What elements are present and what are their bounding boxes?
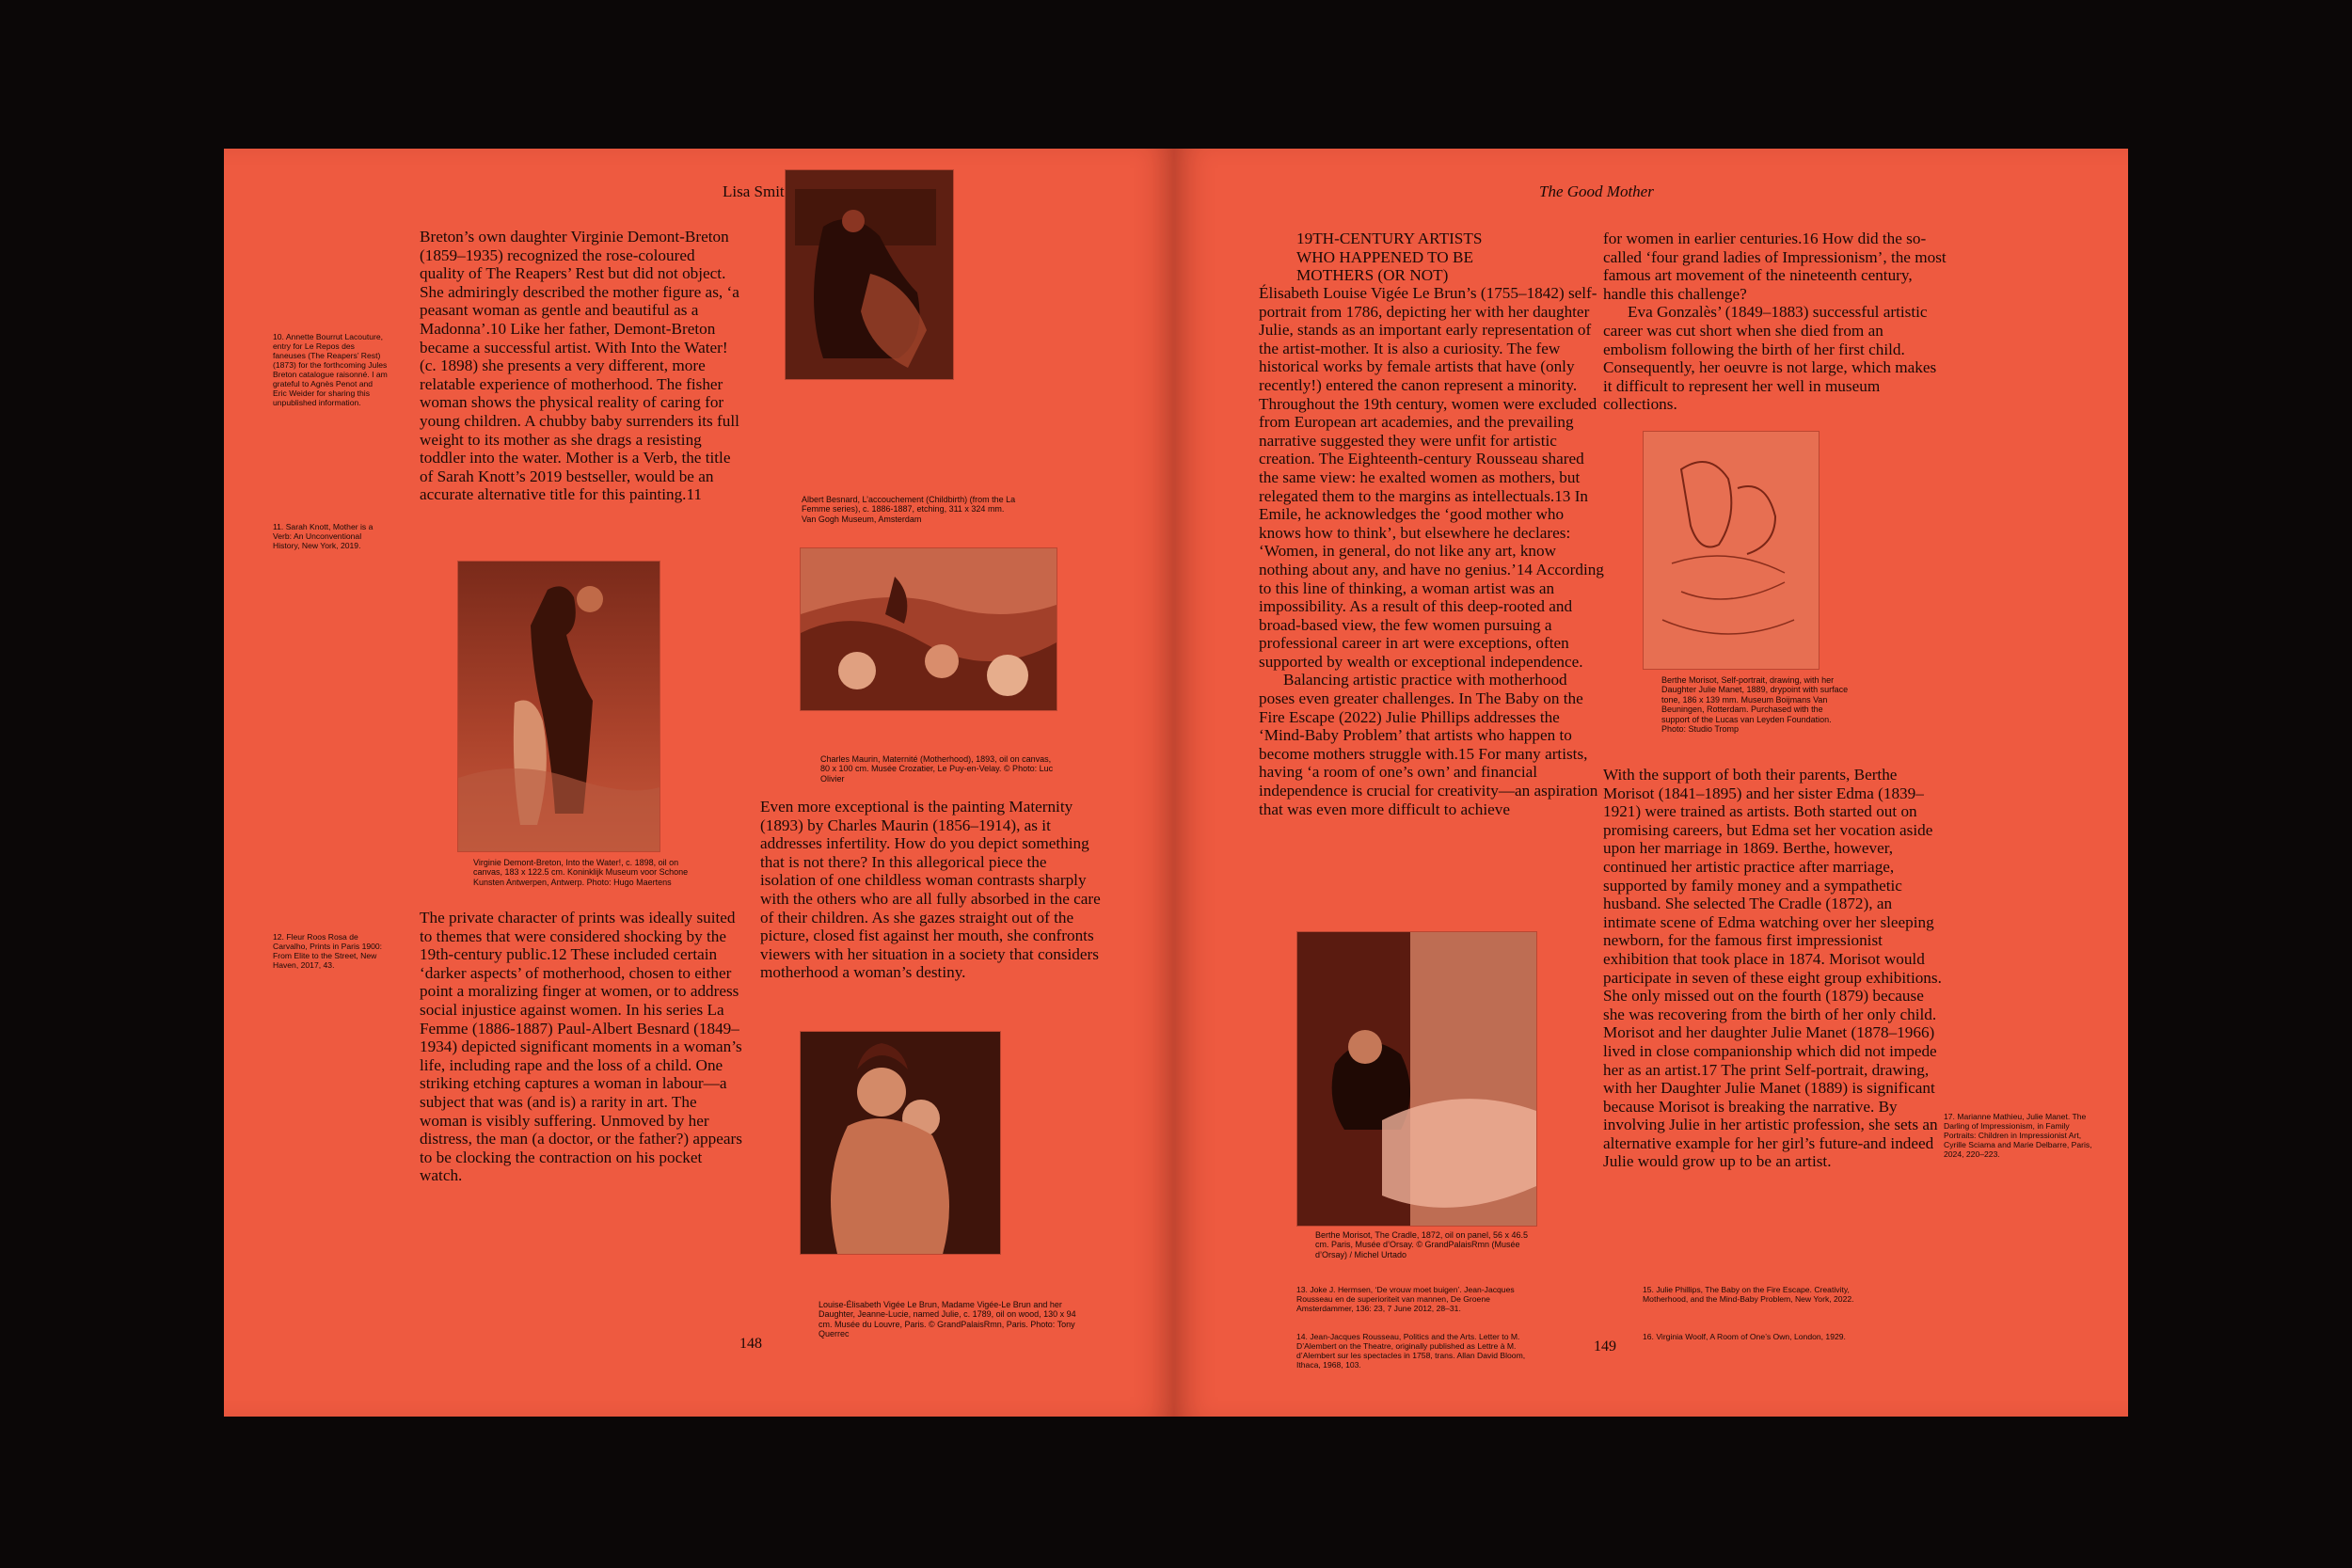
paragraph: Eva Gonzalès’ (1849–1883) successful artistic career was cut short when she died from an embolism following the birth of her first child. Consequently, her oeuvre is not large, which makes it difficult to represent her well in museum collections. <box>1603 303 1937 414</box>
footnote-14: 14. Jean-Jacques Rousseau, Politics and the Arts. Letter to M. D’Alembert on the Theatre, originally published as Lettre à M. d’Alembert sur les spectacles in 1758, trans. Allan David Bloom, Ithaca, 1968, 103. <box>1296 1332 1526 1370</box>
caption-maurin: Charles Maurin, Maternité (Motherhood), 1893, oil on canvas, 80 x 100 cm. Musée Crozatier, Le Puy-en-Velay. © Photo: Luc Olivier <box>820 754 1054 784</box>
sidenote-12: 12. Fleur Roos Rosa de Carvalho, Prints in Paris 1900: From Elite to the Street, New Haven, 2017, 43. <box>273 932 383 970</box>
section-heading: 19TH-CENTURY ARTISTS WHO HAPPENED TO BE MOTHERS (OR NOT) <box>1296 230 1483 285</box>
morisot-self-portrait-print-image <box>1643 431 1820 670</box>
paragraph: Even more exceptional is the painting Maternity (1893) by Charles Maurin (1856–1914), as it addresses infertility. How do you depict something that is not there? In this allegorical piece the isolation of one childless woman contrasts sharply with the others who are all fully absorbed in the care of their children. As she gazes straight out of the picture, closed fist against her mouth, she confronts viewers with her situation in a society that considers motherhood a woman’s destiny. <box>760 798 1101 982</box>
paragraph: Élisabeth Louise Vigée Le Brun’s (1755–1842) self-portrait from 1786, depicting her with her daughter Julie, stands as an important early representation of the artist-mother. It is also a curiosity. The few historical works by female artists that have (only recently!) entered the canon represent a minority. Throughout the 19th century, women were excluded from European art academies, and the prevailing narrative suggested they were unfit for artistic creation. The Eighteenth-century Rousseau shared the same view: he exalted women as mothers, but relegated them to the margins as intellectuals.13 In Emile, he acknowledges the ‘good mother who knows how to think’, but elsewhere he declares: ‘Women, in general, do not like any art, know nothing about any, and have no genius.’14 According to this line of thinking, a woman artist was an impossibility. As a result of this deep-rooted and broad-based view, the few women pursuing a professional career in art were exceptions, often supported by wealth or exceptional independence. <box>1259 284 1604 671</box>
footnote-16: 16. Virginia Woolf, A Room of One’s Own, London, 1929. <box>1643 1332 1846 1341</box>
footnote-15: 15. Julie Phillips, The Baby on the Fire Escape. Creativity, Motherhood, and the Mind-Baby Problem, New York, 2022. <box>1643 1285 1854 1304</box>
demont-breton-painting-image <box>457 561 660 852</box>
paragraph: The private character of prints was ideally suited to themes that were considered shocking by the 19th-century public.12 These included certain ‘darker aspects’ of motherhood, chosen to either point a moralizing finger at women, or to address social injustice against women. In his series La Femme (1886-1887) Paul-Albert Besnard (1849–1934) depicted significant moments in a woman’s life, including rape and the loss of a child. One striking etching captures a woman in labour—a subject that was (and is) a rarity in art. The woman is visibly suffering. Unmoved by her distress, the man (a doctor, or the father?) appears to be clocking the contraction on his pocket watch. <box>420 909 742 1185</box>
besnard-etching-image <box>785 169 954 380</box>
caption-besnard: Albert Besnard, L’accouchement (Childbirth) (from the La Femme series), c. 1886-1887, etching, 311 x 324 mm. Van Gogh Museum, Amsterdam <box>802 495 1016 524</box>
paragraph: With the support of both their parents, Berthe Morisot (1841–1895) and her sister Edma (1839–1921) were trained as artists. Both started out on promising careers, but Edma set her vocation aside upon her marriage in 1869. Berthe, however, continued her artistic practice after marriage, supported by family money and a sympathetic husband. She selected The Cradle (1872), an intimate scene of Edma watching over her sleeping newborn, for the famous first impressionist exhibition that took place in 1874. Morisot would participate in seven of these eight group exhibitions. She only missed out on the fourth (1879) because she was recovering from the birth of her only child. Morisot and her daughter Julie Manet (1878–1966) lived in close companionship which did not impede her as an artist.17 The print Self-portrait, drawing, with her Daughter Julie Manet (1889) is significant because Morisot is breaking the narrative. By involving Julie in her artistic profession, she sets an alternative example for her girl’s future-and indeed Julie would grow up to be an artist. <box>1603 766 1942 1171</box>
paragraph: Balancing artistic practice with motherhood poses even greater challenges. In The Baby on the Fire Escape (2022) Julie Phillips addresses the ‘Mind-Baby Problem’ that artists who happen to become mothers struggle with.15 For many artists, having ‘a room of one’s own’ and financial independence is crucial for creativity—an aspiration that was even more difficult to achieve <box>1259 671 1598 818</box>
maurin-painting-image <box>800 547 1057 711</box>
left-col2-text <box>760 798 1103 982</box>
footnote-13: 13. Joke J. Hermsen, ‘De vrouw moet buigen’. Jean-Jacques Rousseau en de superioriteit van mannen, De Groene Amsterdammer, 136: 23, 7 June 2012, 28–31. <box>1296 1285 1515 1313</box>
right-col1-text <box>1259 284 1607 818</box>
book-spread <box>224 149 2128 1417</box>
right-page <box>1174 149 2128 1417</box>
morisot-cradle-painting-image <box>1296 931 1537 1227</box>
caption-vigee-le-brun: Louise-Élisabeth Vigée Le Brun, Madame Vigée-Le Brun and her Daughter, Jeanne-Lucie, named Julie, c. 1789, oil on wood, 130 x 94 cm. Musée du Louvre, Paris. © GrandPalaisRmn, Paris. Photo: Tony Querrec <box>818 1300 1076 1339</box>
right-col2-text-b <box>1603 766 1947 1171</box>
left-col1-text-a <box>420 228 743 504</box>
page-number-left: 148 <box>739 1336 762 1352</box>
caption-demont-breton: Virginie Demont-Breton, Into the Water!, c. 1898, oil on canvas, 183 x 122.5 cm. Koninklijk Museum voor Schone Kunsten Antwerpen, Antwerp. Photo: Hugo Maertens <box>473 858 689 887</box>
paragraph: for women in earlier centuries.16 How did the so-called ‘four grand ladies of Impressionism’, the most famous art movement of the nineteenth century, handle this challenge? <box>1603 230 1947 303</box>
paragraph: Breton’s own daughter Virginie Demont-Breton (1859–1935) recognized the rose-coloured quality of The Reapers’ Rest but did not object. She admiringly described the mother figure as, ‘a peasant woman as gentle and beautiful as a Madonna’.10 Like her father, Demont-Breton became a successful artist. With Into the Water! (c. 1898) she presents a very different, more relatable experience of motherhood. The fisher woman shows the physical reality of caring for young children. A chubby baby surrenders its full weight to its mother as she drags a resisting toddler into the water. Mother is a Verb, the title of Sarah Knott’s 2019 bestseller, would be an accurate alternative title for this painting.11 <box>420 228 739 504</box>
running-head-right: The Good Mother <box>1539 182 1654 200</box>
left-col1-text-b <box>420 909 743 1185</box>
sidenote-11: 11. Sarah Knott, Mother is a Verb: An Unconventional History, New York, 2019. <box>273 522 373 550</box>
page-number-right: 149 <box>1594 1338 1616 1354</box>
left-page <box>224 149 1174 1417</box>
sidenote-10: 10. Annette Bourrut Lacouture, entry for Le Repos des faneuses (The Reapers’ Rest) (1873) for the forthcoming Jules Breton catalogue raisonné. I am grateful to Agnès Penot and Eric Weider for sharing this unpublished information. <box>273 332 388 407</box>
right-col2-text-a <box>1603 230 1947 414</box>
vigee-le-brun-painting-image <box>800 1031 1001 1255</box>
sidenote-17: 17. Marianne Mathieu, Julie Manet. The Darling of Impressionism, in Family Portraits: Children in Impressionist Art, Cyrille Sciama and Marie Delbarre, Paris, 2024, 220–223. <box>1944 1112 2092 1159</box>
running-head-left: Lisa Smit <box>723 182 785 200</box>
caption-cradle: Berthe Morisot, The Cradle, 1872, oil on panel, 56 x 46.5 cm. Paris, Musée d’Orsay. © GrandPalaisRmn (Musée d’Orsay) / Michel Urtado <box>1315 1230 1528 1259</box>
caption-morisot-print: Berthe Morisot, Self-portrait, drawing, with her Daughter Julie Manet, 1889, drypoint with surface tone, 186 x 139 mm. Museum Boijmans Van Beuningen, Rotterdam. Purchased with the support of the Lucas van Leyden Foundation. Photo: Studio Tromp <box>1661 675 1849 735</box>
